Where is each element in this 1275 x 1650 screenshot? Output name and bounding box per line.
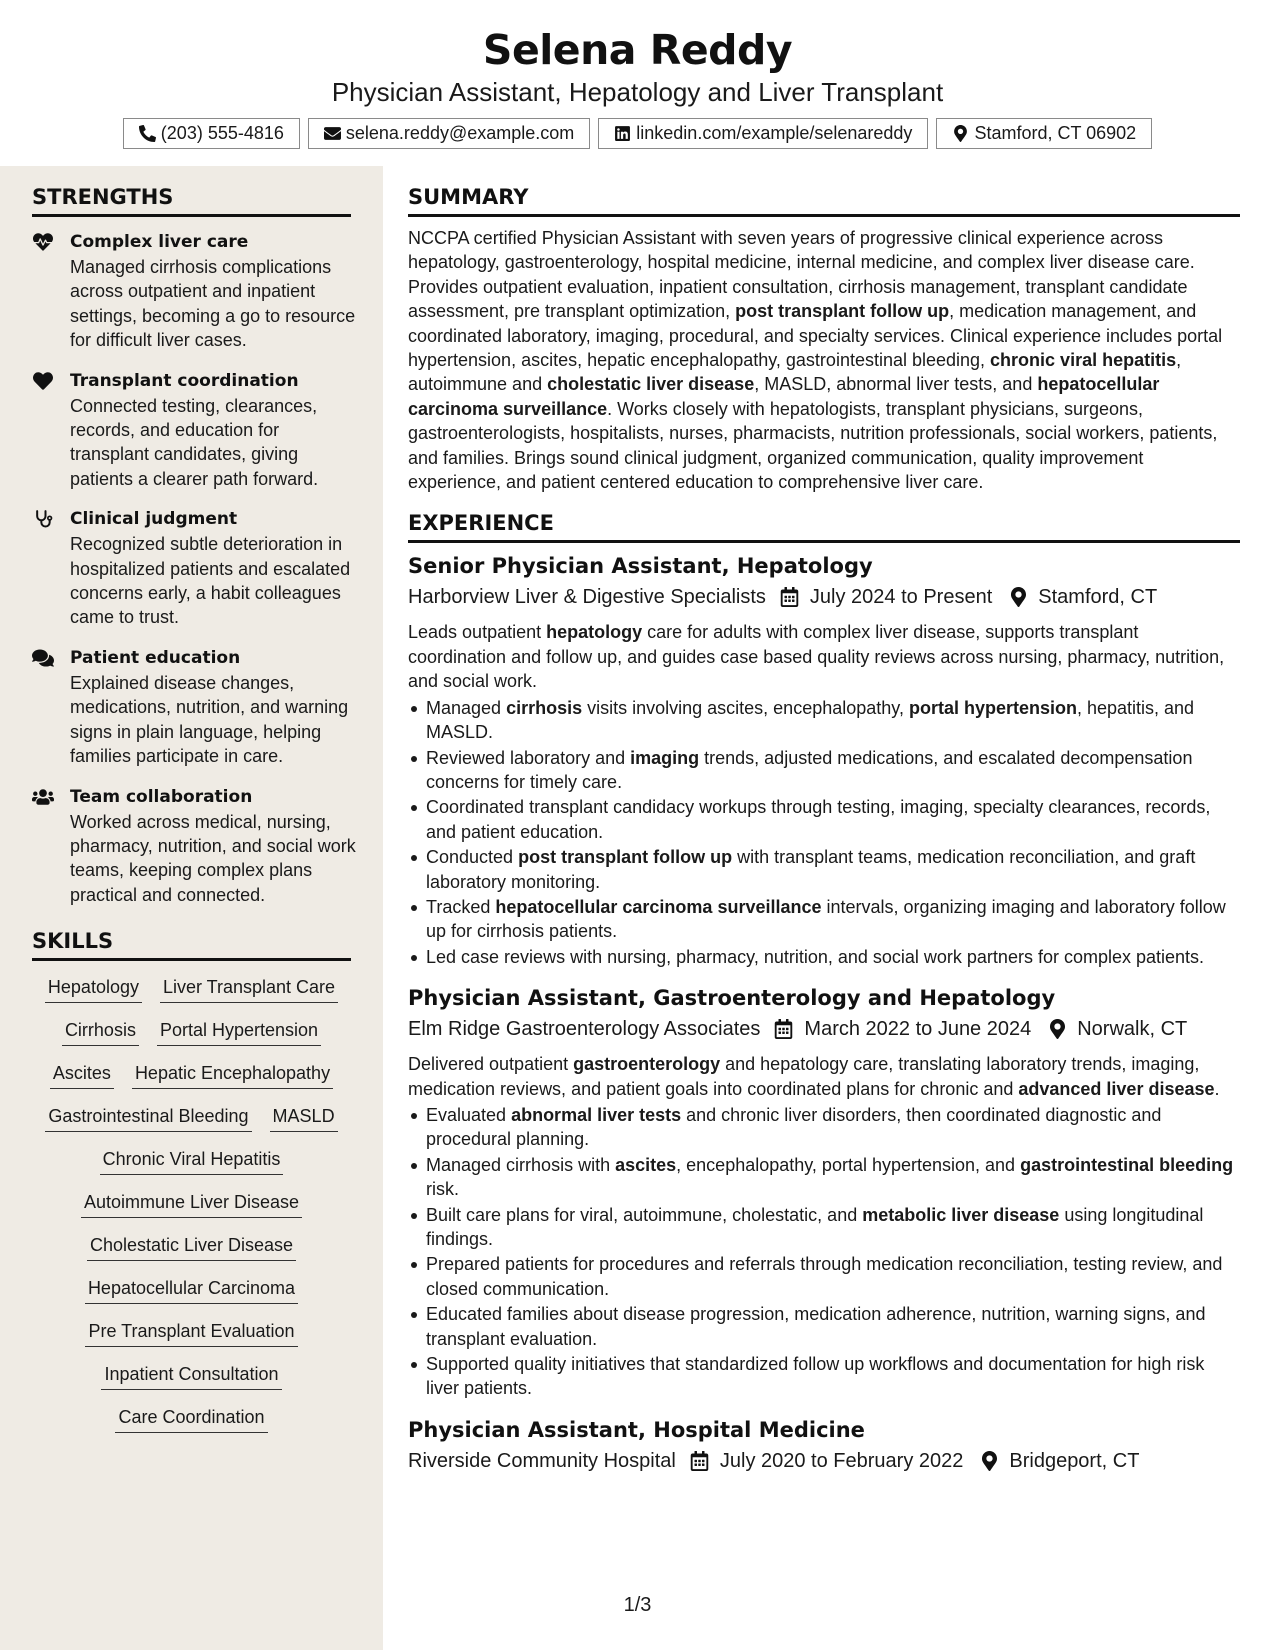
strength-title: Transplant coordination bbox=[70, 370, 299, 391]
linkedin-icon bbox=[614, 125, 631, 142]
skill-tag: Portal Hypertension bbox=[157, 1016, 321, 1046]
list-item: Reviewed laboratory and imaging trends, adjusted medications, and escalated decompensation concerns for timely care. bbox=[408, 746, 1240, 795]
list-item: Supported quality initiatives that standardized follow up workflows and documentation for high risk liver patients. bbox=[408, 1352, 1240, 1401]
candidate-title: Physician Assistant, Hepatology and Liver Transplant bbox=[331, 77, 944, 107]
contact-phone bbox=[123, 118, 300, 149]
skill-tag: Autoimmune Liver Disease bbox=[81, 1188, 302, 1218]
job-meta bbox=[408, 1014, 1240, 1044]
list-item: Tracked hepatocellular carcinoma surveillance intervals, organizing imaging and laboratory follow up for cirrhosis patients. bbox=[408, 895, 1240, 944]
strength-title: Patient education bbox=[70, 647, 241, 668]
strength-text: Explained disease changes, medications, nutrition, and warning signs in plain language, helping families participate in care. bbox=[70, 672, 349, 767]
list-item: Managed cirrhosis visits involving ascites, encephalopathy, portal hypertension, hepatitis, and MASLD. bbox=[408, 696, 1240, 745]
list-item: Prepared patients for procedures and referrals through medication reconciliation, testing review, and closed communication. bbox=[408, 1252, 1240, 1301]
skill-tag: Chronic Viral Hepatitis bbox=[100, 1145, 284, 1175]
list-item: Coordinated transplant candidacy workups through testing, imaging, specialty clearances, records, and patient education. bbox=[408, 795, 1240, 844]
job-meta bbox=[408, 1446, 1240, 1476]
job-title: Physician Assistant, Gastroenterology and Hepatology bbox=[408, 986, 1056, 1011]
calendar-icon bbox=[780, 587, 799, 607]
skill-tag: Gastrointestinal Bleeding bbox=[45, 1102, 251, 1132]
list-item: Conducted post transplant follow up with transplant teams, medication reconciliation, and graft laboratory monitoring. bbox=[408, 845, 1240, 894]
candidate-name: Selena Reddy bbox=[482, 26, 793, 74]
heart-icon bbox=[32, 371, 54, 391]
list-item: Evaluated abnormal liver tests and chronic liver disorders, then coordinated diagnostic and procedural planning. bbox=[408, 1103, 1240, 1152]
phone-icon bbox=[139, 125, 156, 142]
map-pin-icon bbox=[981, 1451, 998, 1471]
sidebar bbox=[0, 166, 383, 1650]
job-company: Elm Ridge Gastroenterology Associates bbox=[408, 1018, 761, 1041]
map-pin-icon bbox=[952, 125, 969, 142]
strength-title: Team collaboration bbox=[70, 786, 253, 807]
strength-text: Managed cirrhosis complications across outpatient and inpatient settings, becoming a go to resource for difficult liver cases. bbox=[70, 257, 356, 351]
summary-text: NCCPA certified Physician Assistant with seven years of progressive clinical experience across hepatology, gastroenterology, hospital medicine, internal medicine, and complex liver disease care. Provides outpatient evaluation, inpatient consultation, cirrhosis management, transplant candidate assessment, pre transplant optimization, post transplant follow up, medication management, and coordinated laboratory, imaging, procedural, and specialty services. Clinical experience includes portal hypertension, ascites, hepatic encephalopathy, gastrointestinal bleeding, chronic viral hepatitis, autoimmune and cholestatic liver disease, MASLD, abnormal liver tests, and hepatocellular carcinoma surveillance. Works closely with hepatologists, transplant physicians, surgeons, gastroenterologists, hospitalists, nurses, pharmacists, nutrition professionals, social workers, patients, and families. Brings sound clinical judgment, organized communication, quality improvement experience, and patient centered education to comprehensive liver care. bbox=[408, 228, 1223, 493]
job-location: Stamford, CT bbox=[1038, 586, 1158, 609]
resume-header bbox=[0, 0, 1275, 166]
calendar-icon bbox=[690, 1451, 709, 1471]
strength-item bbox=[32, 645, 357, 769]
strength-item bbox=[32, 506, 357, 630]
summary-heading: SUMMARY bbox=[408, 166, 1240, 217]
job-company: Riverside Community Hospital bbox=[408, 1449, 676, 1472]
map-pin-icon bbox=[1010, 587, 1027, 607]
main-column bbox=[408, 166, 1240, 1476]
strength-title: Complex liver care bbox=[70, 232, 249, 252]
skill-tag: Inpatient Consultation bbox=[101, 1360, 281, 1390]
strength-text: Recognized subtle deterioration in hospitalized patients and escalated concerns early, a habit colleagues came to trust. bbox=[70, 534, 351, 628]
skill-tag: Hepatology bbox=[45, 973, 142, 1003]
strength-item bbox=[32, 368, 357, 492]
strength-item bbox=[32, 229, 357, 353]
strength-text: Connected testing, clearances, records, and education for transplant candidates, giving patients a clearer path forward. bbox=[70, 395, 319, 489]
contact-email-text: selena.reddy@example.com bbox=[345, 123, 575, 143]
skills-list bbox=[32, 973, 351, 1433]
skill-tag: Hepatocellular Carcinoma bbox=[85, 1274, 298, 1304]
skill-tag: Cholestatic Liver Disease bbox=[87, 1231, 296, 1261]
list-item: Led case reviews with nursing, pharmacy, nutrition, and social work partners for complex patients. bbox=[408, 945, 1240, 969]
contact-bar bbox=[0, 118, 1275, 149]
job-title: Senior Physician Assistant, Hepatology bbox=[408, 554, 873, 579]
comments-icon bbox=[32, 648, 54, 668]
contact-location bbox=[936, 118, 1152, 149]
job-location: Norwalk, CT bbox=[1077, 1018, 1188, 1041]
list-item: Built care plans for viral, autoimmune, cholestatic, and metabolic liver disease using longitudinal findings. bbox=[408, 1203, 1240, 1252]
list-item: Managed cirrhosis with ascites, encephalopathy, portal hypertension, and gastrointestinal bleeding risk. bbox=[408, 1153, 1240, 1202]
map-pin-icon bbox=[1049, 1019, 1066, 1039]
job-entry bbox=[408, 983, 1240, 1401]
skill-tag: Care Coordination bbox=[115, 1403, 267, 1433]
envelope-icon bbox=[324, 125, 341, 142]
skills-heading: SKILLS bbox=[32, 922, 351, 961]
list-item: Educated families about disease progression, medication adherence, nutrition, warning signs, and transplant evaluation. bbox=[408, 1302, 1240, 1351]
strength-item bbox=[32, 784, 357, 908]
skill-tag: Cirrhosis bbox=[62, 1016, 139, 1046]
strengths-list bbox=[32, 229, 357, 907]
job-title: Physician Assistant, Hospital Medicine bbox=[408, 1417, 865, 1442]
strength-title: Clinical judgment bbox=[70, 509, 238, 530]
heartbeat-icon bbox=[32, 232, 54, 252]
experience-list bbox=[408, 551, 1240, 1475]
job-bullets bbox=[408, 696, 1240, 969]
calendar-icon bbox=[774, 1019, 793, 1039]
job-bullets bbox=[408, 1103, 1240, 1401]
users-icon bbox=[32, 787, 54, 807]
contact-email[interactable] bbox=[308, 118, 590, 149]
job-entry bbox=[408, 551, 1240, 969]
skill-tag: Pre Transplant Evaluation bbox=[85, 1317, 297, 1347]
stethoscope-icon bbox=[32, 509, 54, 529]
skill-tag: MASLD bbox=[270, 1102, 338, 1132]
job-dates: July 2020 to February 2022 bbox=[719, 1449, 964, 1472]
job-company: Harborview Liver & Digestive Specialists bbox=[408, 586, 766, 609]
contact-phone-text: (203) 555-4816 bbox=[160, 123, 284, 143]
job-description: Leads outpatient hepatology care for adults with complex liver disease, supports transplant coordination and follow up, and guides case based quality reviews across nursing, pharmacy, nutrition, and social work. bbox=[408, 622, 1225, 692]
job-dates: March 2022 to June 2024 bbox=[804, 1018, 1032, 1041]
skill-tag: Liver Transplant Care bbox=[160, 973, 338, 1003]
job-dates: July 2024 to Present bbox=[809, 586, 993, 609]
strengths-heading: STRENGTHS bbox=[32, 166, 351, 217]
experience-heading: EXPERIENCE bbox=[408, 494, 1240, 543]
job-location: Bridgeport, CT bbox=[1009, 1449, 1140, 1472]
job-entry bbox=[408, 1415, 1240, 1476]
job-description: Delivered outpatient gastroenterology and hepatology care, translating laboratory trends, imaging, medication reviews, and patient goals into coordinated plans for chronic and advanced liver disease. bbox=[408, 1054, 1220, 1099]
page-number: 1/3 bbox=[623, 1594, 652, 1616]
job-meta bbox=[408, 582, 1240, 612]
skill-tag: Ascites bbox=[50, 1059, 114, 1089]
skill-tag: Hepatic Encephalopathy bbox=[132, 1059, 333, 1089]
contact-location-text: Stamford, CT 06902 bbox=[974, 123, 1137, 143]
contact-linkedin[interactable] bbox=[598, 118, 928, 149]
contact-linkedin-text: linkedin.com/example/selenareddy bbox=[636, 123, 913, 143]
strength-text: Worked across medical, nursing, pharmacy, nutrition, and social work teams, keeping complex plans practical and connected. bbox=[70, 811, 356, 905]
